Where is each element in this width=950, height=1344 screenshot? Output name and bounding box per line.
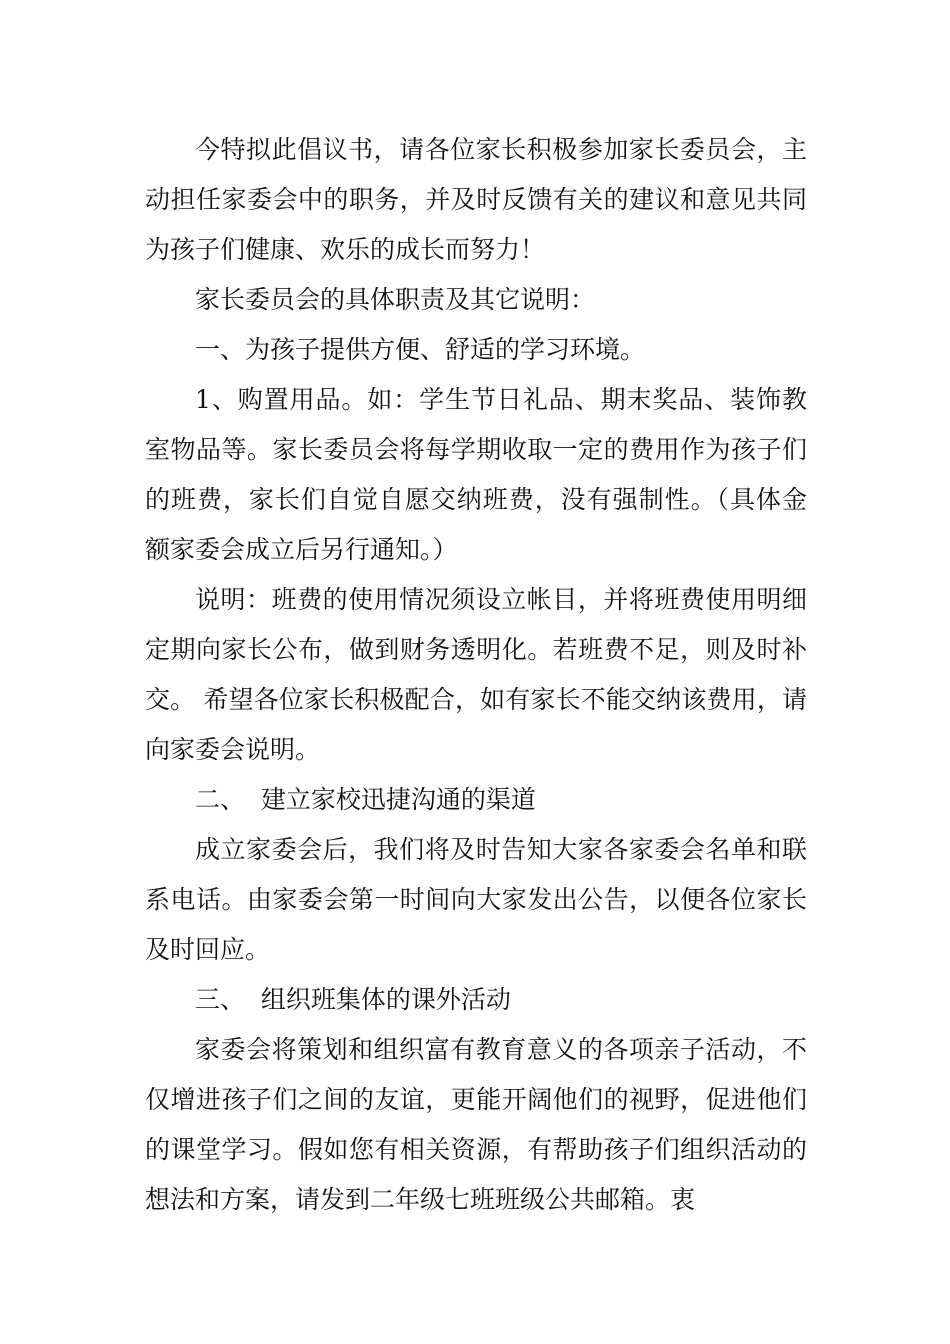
paragraph-communication: 成立家委会后，我们将及时告知大家各家委会名单和联系电话。由家委会第一时间向大家发出公告，以便各位家长及时回应。: [145, 835, 807, 964]
paragraph-activities: 家委会将策划和组织富有教育意义的各项亲子活动，不仅增进孩子们之间的友谊，更能开阔他们的视野，促进他们的课堂学习。假如您有相关资源，有帮助孩子们组织活动的想法和方案，请发到二年级七班班级公共邮箱。衷: [145, 1035, 807, 1214]
paragraph-proposal-intro: 今特拟此倡议书，请各位家长积极参加家长委员会，主动担任家委会中的职务，并及时反馈有关的建议和意见共同为孩子们健康、欢乐的成长而努力！: [145, 135, 807, 264]
paragraph-purchase-supplies: 1、购置用品。如：学生节日礼品、期末奖品、装饰教室物品等。家长委员会将每学期收取一定的费用作为孩子们的班费，家长们自觉自愿交纳班费，没有强制性。（具体金额家委会成立后另行通知。）: [145, 385, 807, 564]
paragraph-fee-explanation: 说明：班费的使用情况须设立帐目，并将班费使用明细定期向家长公布，做到财务透明化。若班费不足，则及时补交。 希望各位家长积极配合，如有家长不能交纳该费用，请向家委会说明。: [145, 585, 807, 764]
section-heading-environment: 一、为孩子提供方便、舒适的学习环境。: [195, 335, 646, 364]
paragraph-duties-heading: 家长委员会的具体职责及其它说明：: [195, 285, 596, 314]
section-heading-communication: 二、 建立家校迅捷沟通的渠道: [195, 785, 536, 814]
section-heading-activities: 三、 组织班集体的课外活动: [195, 985, 511, 1014]
document-body: [145, 125, 807, 1225]
